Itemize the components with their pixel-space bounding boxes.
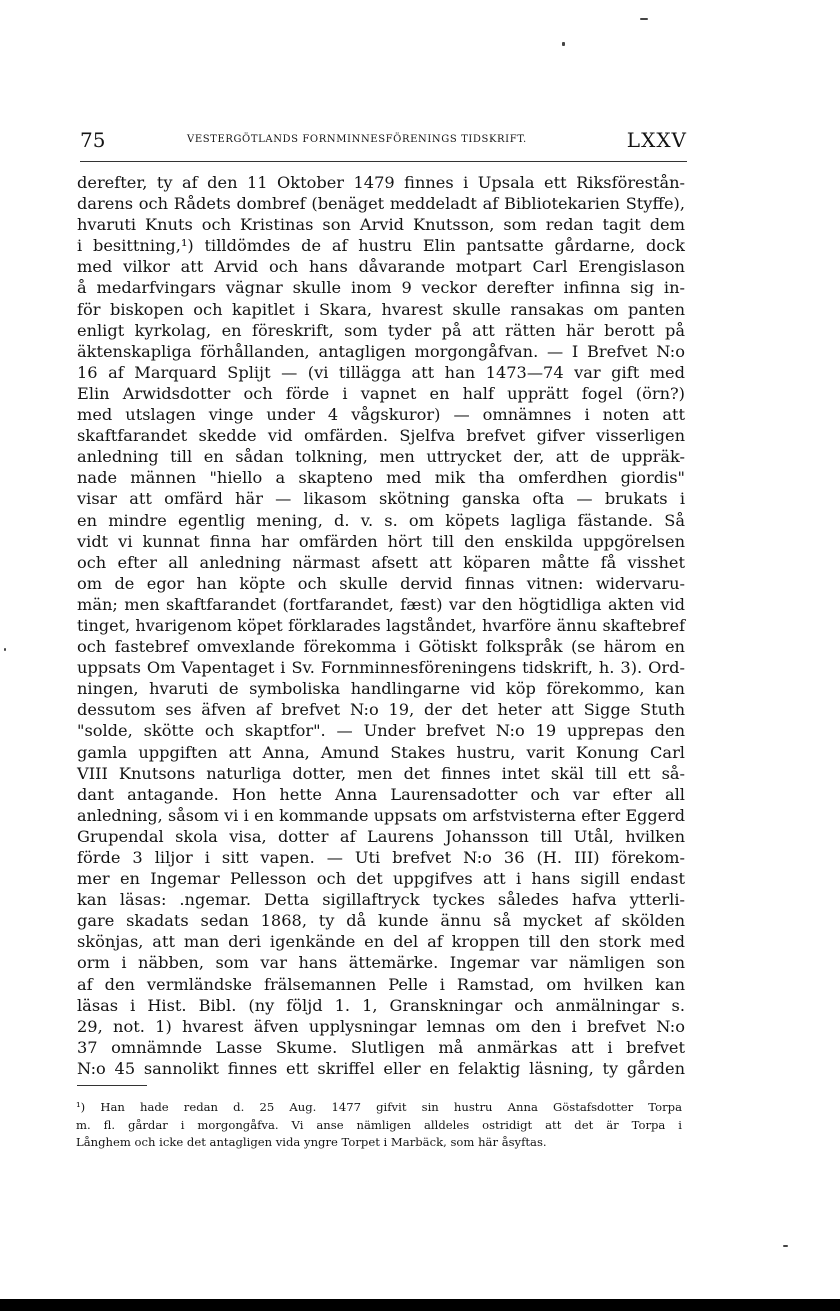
text-line: dessutom ses äfven af brefvet N:o 19, der det heter att Sigge Stuth <box>77 700 685 720</box>
text-line: hvaruti Knuts och Kristinas son Arvid Knutsson, som redan tagit dem <box>77 215 685 235</box>
text-line: gamla uppgiften att Anna, Amund Stakes hustru, varit Konung Carl <box>77 742 685 762</box>
text-line: läsas i Hist. Bibl. (ny följd 1. 1, Granskningar och anmälningar s. <box>77 995 685 1015</box>
scan-speck <box>562 42 565 46</box>
text-line: mer en Ingemar Pellesson och det uppgifves att i hans sigill endast <box>77 869 685 889</box>
text-line: visar att omfärd här — likasom skötning ganska ofta — brukats i <box>77 489 685 509</box>
text-line: N:o 45 sannolikt finnes ett skriffel eller en felaktig läsning, ty gården <box>77 1058 685 1078</box>
header-rule <box>80 161 687 162</box>
text-line: orm i näbben, som var hans ättemärke. Ingemar var nämligen son <box>77 953 685 973</box>
footnote <box>76 1099 682 1152</box>
text-line: uppsats Om Vapentaget i Sv. Fornminnesföreningens tidskrift, h. 3). Ord- <box>77 658 685 678</box>
footnote-rule <box>77 1085 147 1086</box>
text-line: äktenskapliga förhållanden, antagligen morgongåfvan. — I Brefvet N:o <box>77 341 685 361</box>
volume-number: LXXV <box>626 128 687 152</box>
text-line: 37 omnämnde Lasse Skume. Slutligen må anmärkas att i brefvet <box>77 1037 685 1057</box>
text-line: 16 af Marquard Splijt — (vi tillägga att han 1473—74 var gift med <box>77 362 685 382</box>
text-line: med vilkor att Arvid och hans dåvarande motpart Carl Erengislason <box>77 257 685 277</box>
text-line: gare skadats sedan 1868, ty då kunde ännu så mycket af skölden <box>77 911 685 931</box>
text-line: anledning, såsom vi i en kommande uppsats om arfstvisterna efter Eggerd <box>77 805 685 825</box>
text-line: Elin Arwidsdotter och förde i vapnet en half upprätt fogel (örn?) <box>77 383 685 403</box>
page-number: 75 <box>80 128 106 152</box>
text-line: om de egor han köpte och skulle dervid finnas vitnen: widervaru- <box>77 573 685 593</box>
scan-speck <box>783 1245 788 1247</box>
text-line: ningen, hvaruti de symboliska handlingarne vid köp förekommo, kan <box>77 679 685 699</box>
text-line: en mindre egentlig mening, d. v. s. om köpets lagliga fästande. Så <box>77 510 685 530</box>
text-line: tinget, hvarigenom köpet förklarades lagståndet, hvarföre ännu skaftebref <box>77 615 685 635</box>
text-line: "solde, skötte och skaptfor". — Under brefvet N:o 19 upprepas den <box>77 721 685 741</box>
footnote-line: ¹) Han hade redan d. 25 Aug. 1477 gifvit sin hustru Anna Göstafsdotter Torpa <box>76 1100 682 1114</box>
text-line: anledning till en sådan tolkning, men uttrycket der, att de uppräk- <box>77 447 685 467</box>
text-line: förde 3 liljor i sitt vapen. — Uti brefvet N:o 36 (H. III) förekom- <box>77 848 685 867</box>
text-line: i besittning,¹) tilldömdes de af hustru Elin pantsatte gårdarne, dock <box>77 236 685 256</box>
text-line: derefter, ty af den 11 Oktober 1479 finnes i Upsala ett Riksförestån- <box>77 173 685 192</box>
text-line: skaftfarandet skedde vid omfärden. Sjelfva brefvet gifver visserligen <box>77 426 685 446</box>
text-line: 29, not. 1) hvarest äfven upplysningar lemnas om den i brefvet N:o <box>77 1016 685 1036</box>
text-line: skönjas, att man deri igenkände en del af kroppen till den stork med <box>77 932 685 952</box>
text-line: kan läsas: .ngemar. Detta sigillaftryck tyckes således hafva ytterli- <box>77 890 685 910</box>
text-line: å medarfvingars vägnar skulle inom 9 veckor derefter infinna sig in- <box>77 278 685 298</box>
page-header <box>80 128 687 154</box>
scan-speck <box>640 18 648 20</box>
text-line: Grupendal skola visa, dotter af Laurens Johansson till Utål, hvilken <box>77 826 685 846</box>
text-line: af den vermländske frälsemannen Pelle i Ramstad, om hvilken kan <box>77 974 685 994</box>
text-line: VIII Knutsons naturliga dotter, men det finnes intet skäl till ett så- <box>77 763 685 783</box>
text-line: män; men skaftfarandet (fortfarandet, fæst) var den högtidliga akten vid <box>77 594 685 614</box>
text-line: för biskopen och kapitlet i Skara, hvarest skulle ransakas om panten <box>77 299 685 319</box>
body-text <box>77 172 685 1079</box>
text-line: och fastebref omvexlande förekomma i Götiskt folkspråk (se härom en <box>77 637 685 657</box>
text-line: enligt kyrkolag, en föreskrift, som tyder på att rätten här berott på <box>77 320 685 340</box>
text-line: vidt vi kunnat finna har omfärden hört till den enskilda uppgörelsen <box>77 531 685 551</box>
text-line: nade männen "hiello a skapteno med mik tha omferdhen giordis" <box>77 468 685 488</box>
footnote-line: Långhem och icke det antagligen vida yngre Torpet i Marbäck, som här åsyftas. <box>76 1135 547 1150</box>
text-line: darens och Rådets dombref (benäget meddeladt af Bibliotekarien Styffe), <box>77 194 685 214</box>
text-line: och efter all anledning närmast afsett att köparen måtte få visshet <box>77 552 685 572</box>
text-line: dant antagande. Hon hette Anna Laurensadotter och var efter all <box>77 784 685 804</box>
footnote-line: m. fl. gårdar i morgongåfva. Vi anse nämligen alldeles ostridigt att det är Torpa i <box>76 1117 682 1132</box>
text-line: med utslagen vinge under 4 vågskuror) — omnämnes i noten att <box>77 405 685 425</box>
scan-speck <box>4 648 6 651</box>
running-title: VESTERGÖTLANDS FORNMINNESFÖRENINGS TIDSKRIFT. <box>187 134 527 145</box>
scan-border <box>0 1299 840 1311</box>
